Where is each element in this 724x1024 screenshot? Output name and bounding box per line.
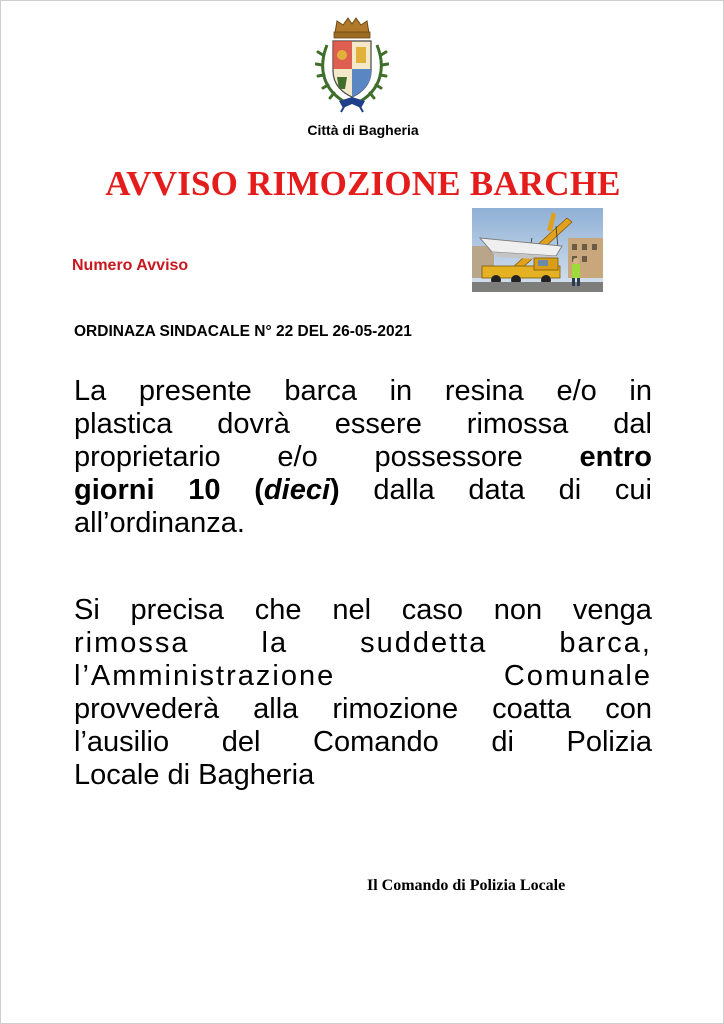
- word: possessore: [374, 441, 523, 473]
- word: in: [629, 375, 652, 407]
- word: essere: [334, 408, 422, 440]
- word: cui: [614, 474, 652, 506]
- word: barca: [284, 375, 357, 407]
- word: rimozione: [332, 693, 459, 725]
- coat-of-arms-icon: [315, 15, 389, 113]
- notice-number-label: Numero Avviso: [72, 257, 189, 274]
- city-name: Città di Bagheria: [307, 122, 419, 138]
- word: di: [558, 474, 582, 506]
- signature-line: Il Comando di Polizia Locale: [367, 877, 566, 894]
- word: Comando: [313, 726, 439, 758]
- word: l’ausilio: [74, 726, 170, 758]
- word: dovrà: [217, 408, 290, 440]
- word: di: [491, 726, 514, 758]
- word: dal: [613, 408, 652, 440]
- word: precisa: [130, 594, 225, 626]
- crane-lifting-boat-photo: [472, 208, 603, 292]
- word: provvederà: [74, 693, 220, 725]
- notice-title: AVVISO RIMOZIONE BARCHE: [105, 164, 621, 203]
- deadline-words: [254, 474, 339, 507]
- deadline-emphasis: giorni: [74, 474, 155, 506]
- word: alla: [253, 693, 299, 725]
- paren: ): [330, 474, 340, 506]
- word: nel: [332, 594, 372, 626]
- word: suddetta: [360, 627, 488, 659]
- word: Polizia: [566, 726, 652, 758]
- word: data: [468, 474, 525, 506]
- deadline-days: 10: [188, 474, 221, 506]
- word: barca,: [559, 627, 652, 659]
- paragraph-line: [74, 627, 652, 660]
- word: con: [605, 693, 652, 725]
- paragraph-line: [74, 660, 652, 693]
- word: venga: [572, 594, 652, 626]
- word: Comunale: [503, 660, 652, 692]
- paragraph-line: [74, 594, 652, 627]
- word: che: [254, 594, 302, 626]
- word: caso: [401, 594, 464, 626]
- word: e/o: [277, 441, 318, 473]
- paragraph-line: Locale di Bagheria: [74, 759, 315, 791]
- paragraph-line: [74, 441, 652, 474]
- word: rimossa: [74, 627, 190, 659]
- word: non: [493, 594, 543, 626]
- deadline-emphasis: entro: [579, 441, 652, 473]
- word: coatta: [492, 693, 572, 725]
- word: proprietario: [74, 441, 221, 473]
- word: La: [74, 375, 107, 407]
- removal-instruction-paragraph: [74, 375, 652, 540]
- word: in: [389, 375, 413, 407]
- paragraph-line: [74, 726, 652, 759]
- paragraph-line: [74, 408, 652, 441]
- word: dalla: [373, 474, 435, 506]
- word: rimossa: [466, 408, 569, 440]
- paren: (: [254, 474, 264, 506]
- word: resina: [444, 375, 524, 407]
- paragraph-line: [74, 693, 652, 726]
- forced-removal-paragraph: [74, 594, 652, 792]
- word: del: [221, 726, 261, 758]
- paragraph-line: [74, 375, 652, 408]
- word: Si: [74, 594, 100, 626]
- word: presente: [138, 375, 252, 407]
- word: plastica: [74, 408, 173, 440]
- word: la: [261, 627, 289, 659]
- paragraph-line: all’ordinanza.: [74, 507, 245, 539]
- ordinance-reference: ORDINAZA SINDACALE N° 22 DEL 26-05-2021: [74, 323, 412, 340]
- word: e/o: [556, 375, 597, 407]
- word: l’Amministrazione: [74, 660, 336, 692]
- paragraph-line: [74, 474, 652, 507]
- deadline-days-words: dieci: [263, 474, 331, 506]
